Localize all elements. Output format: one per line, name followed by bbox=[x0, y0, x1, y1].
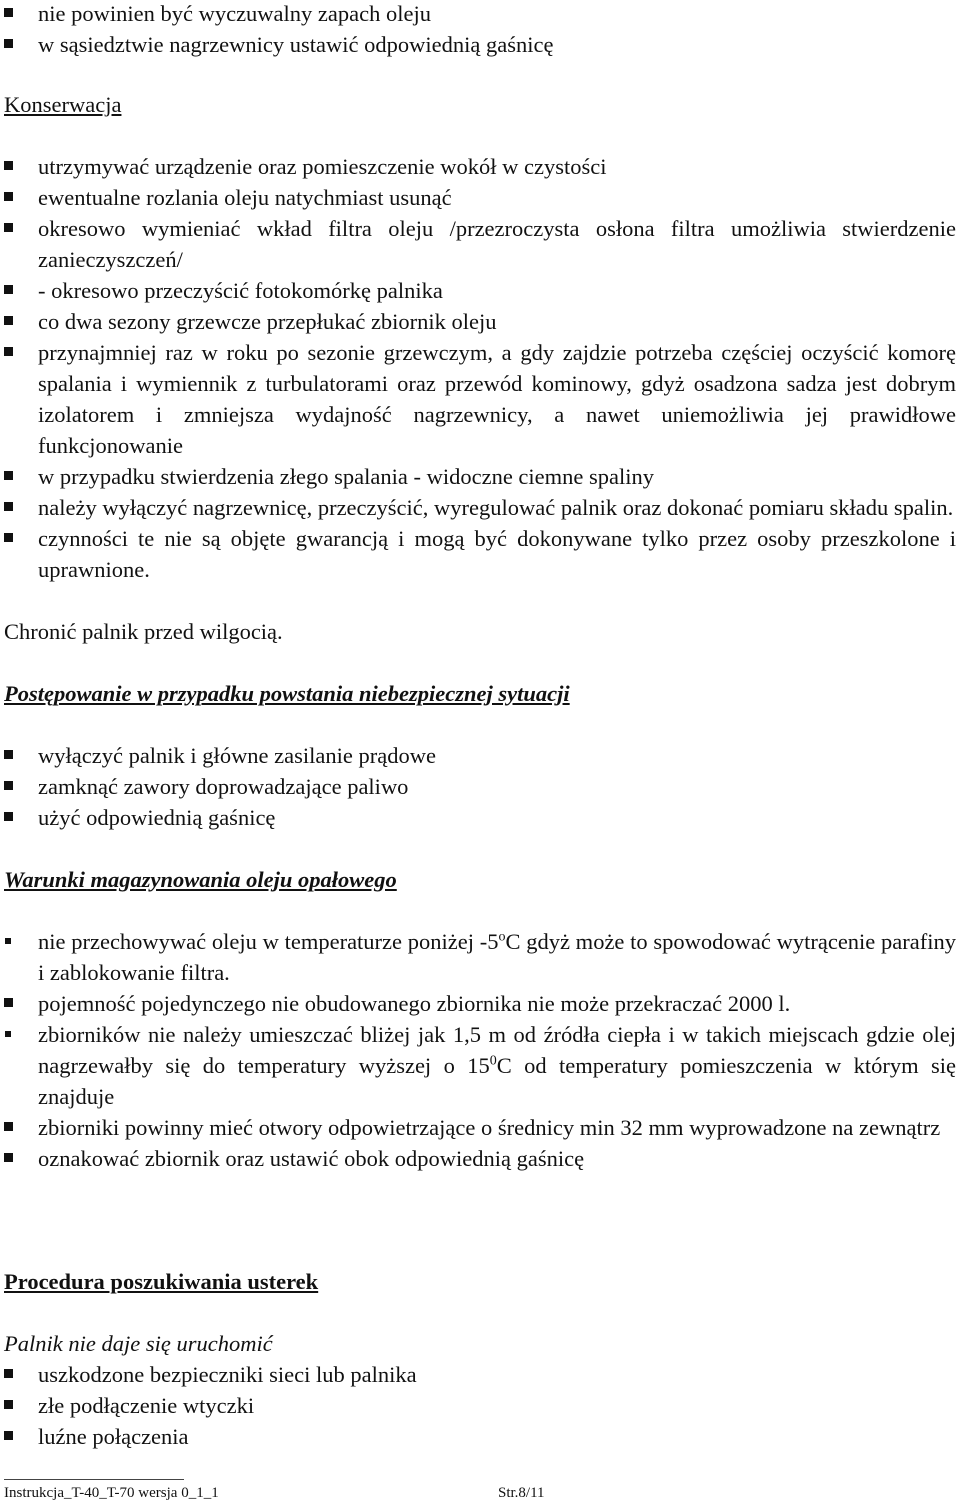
list-item: co dwa sezony grzewcze przepłukać zbiornik oleju bbox=[0, 306, 956, 337]
list-item: w sąsiedztwie nagrzewnicy ustawić odpowiednią gaśnicę bbox=[0, 29, 956, 60]
list-item: pojemność pojedynczego nie obudowanego zbiornika nie może przekraczać 2000 l. bbox=[0, 988, 956, 1019]
list-item-text: C gdyż może to spowodować wytrącenie parafiny i zablokowanie filtra. bbox=[38, 929, 956, 985]
list-item: nie powinien być wyczuwalny zapach oleju bbox=[0, 0, 956, 29]
footer-page-number: Str.8/11 bbox=[498, 1485, 545, 1501]
list-item: złe podłączenie wtyczki bbox=[0, 1390, 956, 1421]
list-item: użyć odpowiednią gaśnicę bbox=[0, 802, 956, 833]
list-item: okresowo wymieniać wkład filtra oleju /przezroczysta osłona filtra umożliwia stwierdzenie zanieczyszczeń/ bbox=[0, 213, 956, 275]
section-heading-emergency: Postępowanie w przypadku powstania niebezpiecznej sytuacji bbox=[4, 681, 570, 706]
section-heading-konserwacja: Konserwacja bbox=[4, 92, 122, 117]
konserwacja-list bbox=[0, 151, 956, 585]
list-item bbox=[0, 926, 956, 988]
emergency-list bbox=[0, 740, 956, 833]
list-item-text: zbiorników nie należy umieszczać bliżej jak 1,5 m od źródła ciepła i w takich miejscach gdzie olej nagrzewałby się do temperatury wyższej o 15 bbox=[38, 1022, 956, 1078]
section-heading-procedure: Procedura poszukiwania usterek bbox=[4, 1269, 319, 1294]
storage-list bbox=[0, 926, 956, 1174]
list-item: wyłączyć palnik i główne zasilanie prądowe bbox=[0, 740, 956, 771]
list-item: oznakować zbiornik oraz ustawić obok odpowiednią gaśnicę bbox=[0, 1143, 956, 1174]
procedure-list bbox=[0, 1359, 956, 1452]
list-item-text: nie przechowywać oleju w temperaturze poniżej -5 bbox=[38, 929, 499, 954]
list-item-text: C od temperatury pomieszczenia w którym się znajduje bbox=[38, 1053, 956, 1109]
degree-sup: 0 bbox=[489, 1053, 497, 1069]
list-item bbox=[0, 1019, 956, 1112]
page-footer bbox=[4, 1483, 604, 1503]
list-item: zamknąć zawory doprowadzające paliwo bbox=[0, 771, 956, 802]
list-item: utrzymywać urządzenie oraz pomieszczenie wokół w czystości bbox=[0, 151, 956, 182]
top-list bbox=[0, 0, 956, 60]
list-item: przynajmniej raz w roku po sezonie grzewczym, a gdy zajdzie potrzeba częściej oczyścić komorę spalania i wymiennik z turbulatorami oraz przewód kominowy, gdyż osadzona sadza jest dobrym izolatorem i zmniejsza wydajność nagrzewnicy, a nawet uniemożliwia jej prawidłowe funkcjonowanie bbox=[0, 337, 956, 461]
list-item: uszkodzone bezpieczniki sieci lub palnika bbox=[0, 1359, 956, 1390]
list-item: czynności te nie są objęte gwarancją i mogą być dokonywane tylko przez osoby przeszkolone i uprawnione. bbox=[0, 523, 956, 585]
list-item: zbiorniki powinny mieć otwory odpowietrzające o średnicy min 32 mm wyprowadzone na zewnątrz bbox=[0, 1112, 956, 1143]
list-item: w przypadku stwierdzenia złego spalania - widoczne ciemne spaliny bbox=[0, 461, 956, 492]
list-item: luźne połączenia bbox=[0, 1421, 956, 1452]
list-item: ewentualne rozlania oleju natychmiast usunąć bbox=[0, 182, 956, 213]
footer-divider bbox=[4, 1479, 184, 1480]
list-item: - okresowo przeczyścić fotokomórkę palnika bbox=[0, 275, 956, 306]
footer-document-name: Instrukcja_T-40_T-70 wersja 0_1_1 bbox=[4, 1485, 219, 1501]
degree-sup: o bbox=[498, 929, 506, 945]
list-item: należy wyłączyć nagrzewnicę, przeczyścić, wyregulować palnik oraz dokonać pomiaru składu spalin. bbox=[0, 492, 956, 523]
konserwacja-note: Chronić palnik przed wilgocią. bbox=[4, 619, 283, 644]
section-heading-storage: Warunki magazynowania oleju opałowego bbox=[4, 867, 397, 892]
procedure-subheading: Palnik nie daje się uruchomić bbox=[4, 1331, 273, 1356]
